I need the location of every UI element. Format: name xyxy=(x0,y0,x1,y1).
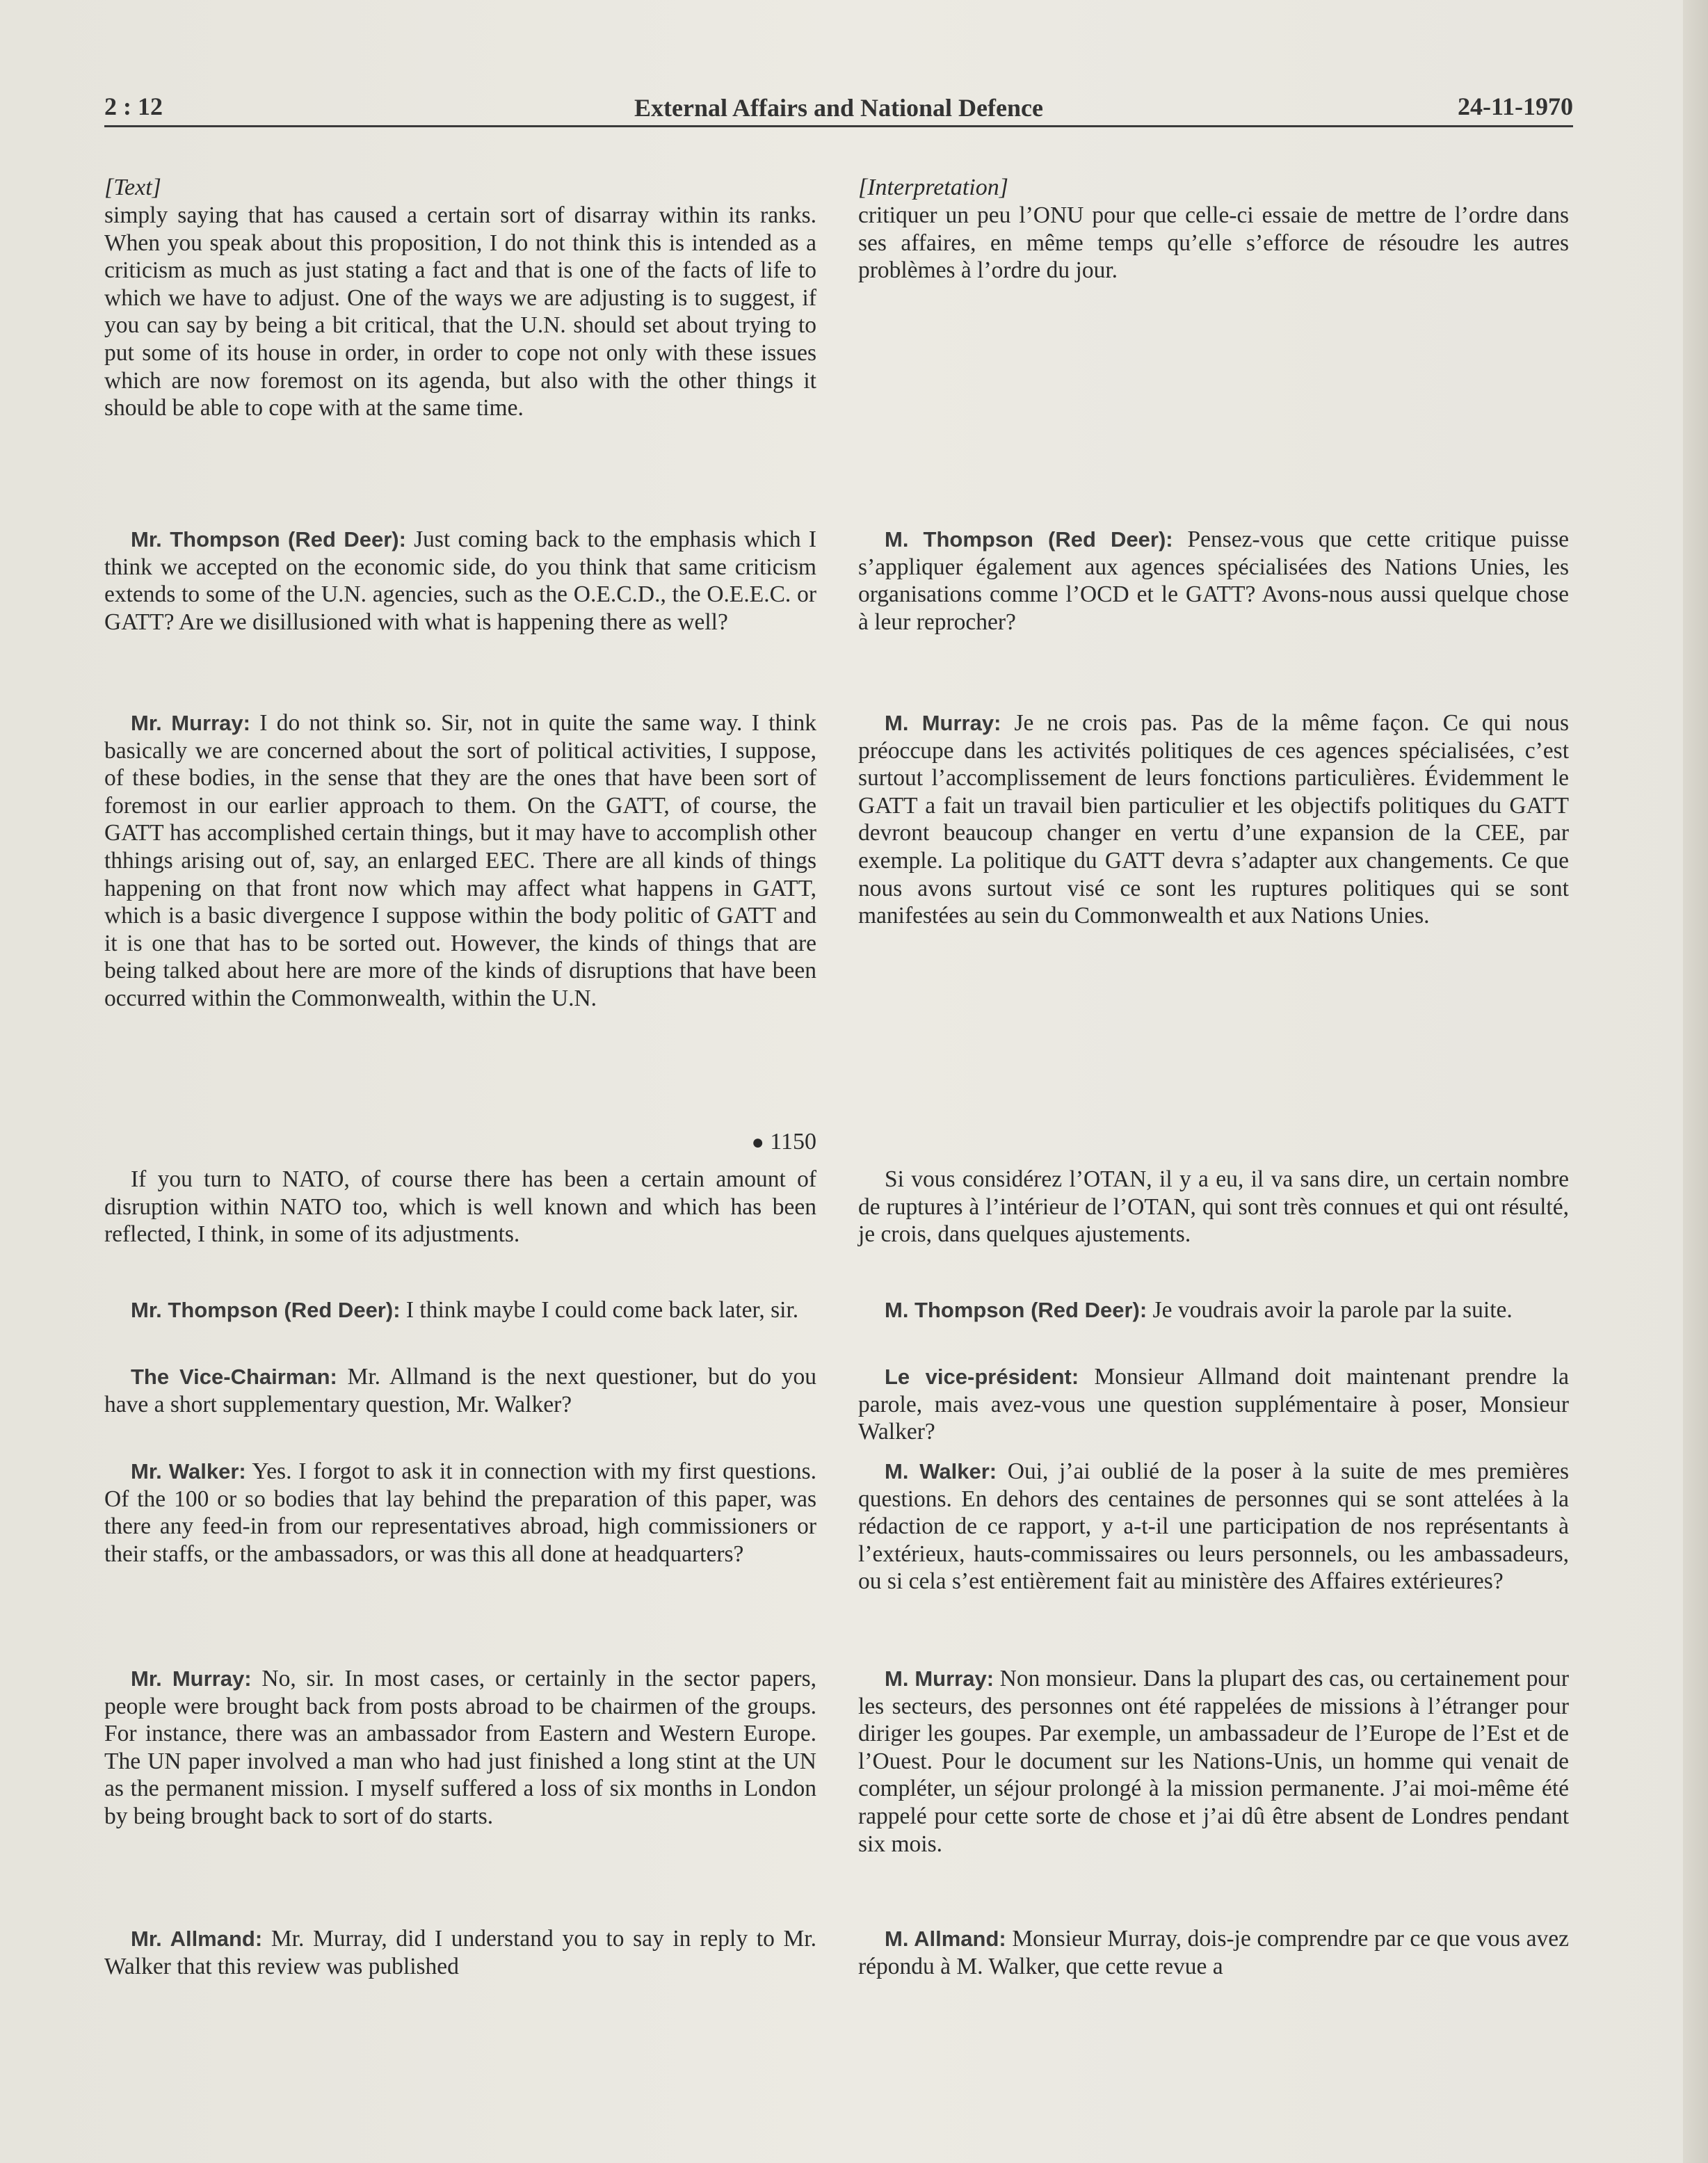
speaker-name: M. Walker: xyxy=(885,1459,997,1483)
speaker-name: M. Murray: xyxy=(885,1666,994,1691)
speech-text: I do not think so. Sir, not in quite the same way. I think basically we are concerned about the sort of political activities, I suppose, of these bodies, in the sense that they are the ones that have been sort of foremost in our earlier approach to them. On the GATT, of course, the GATT has accomplished certain things, but it may have to accomplish other thhings arising out of, say, an enlarged EEC. There are all kinds of things happening on that front now which may affect what happens in GATT, which is a basic divergence I suppose within the body politic of GATT and it is one that has to be sorted out. However, the kinds of things that are being talked about here are more of the kinds of disruptions that have been occurred within the Commonwealth, within the U.N. xyxy=(104,710,816,1011)
paragraph xyxy=(858,1363,1569,1446)
speaker-name: Mr. Murray: xyxy=(131,1666,252,1691)
paragraph xyxy=(104,709,816,1013)
speaker-name: M. Allmand: xyxy=(885,1927,1006,1951)
paragraph xyxy=(104,1296,816,1324)
bullet-icon: ● xyxy=(751,1131,764,1154)
page-marker xyxy=(104,1128,816,1157)
speaker-name: Le vice-président: xyxy=(885,1365,1079,1389)
paragraph xyxy=(104,526,816,636)
paragraph xyxy=(104,1363,816,1418)
speaker-name: Mr. Walker: xyxy=(131,1459,246,1483)
speech-text: Je voudrais avoir la parole par la suite. xyxy=(1147,1297,1513,1323)
speaker-name: The Vice-Chairman: xyxy=(131,1365,337,1389)
paragraph xyxy=(104,1925,816,1980)
page-reference: 2 : 12 xyxy=(104,93,163,120)
speech-text: Pensez-vous que cette critique puisse s’appliquer également aux agences spécialisées des Nations Unies, les organisations comme l’OCD et le GATT? Avons-nous aussi quelque chose à leur reprocher? xyxy=(858,526,1570,635)
paragraph xyxy=(858,1665,1569,1858)
paragraph xyxy=(104,1458,816,1568)
paragraph xyxy=(858,709,1569,930)
paragraph: Si vous considérez l’OTAN, il y a eu, il va sans dire, un certain nombre de ruptures à l’intérieur de l’OTAN, qui sont très connues et qui ont résulté, je crois, dans quelques ajustements. xyxy=(858,1166,1569,1248)
speaker-name: M. Thompson (Red Deer): xyxy=(885,527,1173,552)
interpretation-label: [Interpretation] xyxy=(858,175,1008,200)
speaker-name: M. Murray: xyxy=(885,711,1001,735)
paragraph: If you turn to NATO, of course there has been a certain amount of disruption within NATO too, which is well known and which has been reflected, I think, in some of its adjustments. xyxy=(104,1166,816,1248)
speech-text: Je ne crois pas. Pas de la même façon. Ce qui nous préoccupe dans les activités politiques de ces agences spécialisées, c’est surtout l’accomplissement de leurs fonctions particulières. Évidemment le GATT a fait un travail bien particulier et les objectifs politiques du GATT devront beaucoup changer en vertu d’une expansion de la CEE, par exemple. La politique du GATT devra s’adapter aux changements. Ce que nous avons surtout visé ce sont les ruptures politiques qui se sont manifestées au sein du Commonwealth et aux Nations Unies. xyxy=(858,710,1569,929)
speaker-name: Mr. Thompson (Red Deer): xyxy=(131,527,406,552)
speech-text: Mr. Allmand is the next questioner, but do you have a short supplementary question, Mr. Walker? xyxy=(104,1364,817,1417)
speech-text: Oui, j’ai oublié de la poser à la suite de mes premières questions. En dehors des centaines de personnes qui se sont attelées à la rédaction de ce rapport, y a-t-il une participation de nos représentants à l’extérieux, hauts-commissaires ou leurs personnels, ou les ambassadeurs, ou si cela s’est entièrement fait au ministère des Affaires extérieures? xyxy=(858,1458,1569,1595)
paragraph xyxy=(104,1665,816,1831)
paragraph: simply saying that has caused a certain sort of disarray within its ranks. When you speak about this proposition, I do not think this is intended as a criticism as much as just stating a fact and that is one of the facts of life to which we have to adjust. One of the ways we are adjusting is to suggest, if you can say by being a bit critical, that the U.N. should set about trying to put some of its house in order, in order to cope not only with these issues which are now foremost on its agenda, but also with the other things it should be able to cope with at the same time. xyxy=(104,202,816,421)
paragraph xyxy=(858,1925,1569,1980)
running-header xyxy=(104,89,1573,127)
header-title: External Affairs and National Defence xyxy=(634,94,1043,122)
speech-text: Non monsieur. Dans la plupart des cas, ou certainement pour les secteurs, des personnes ont été rappelées de missions à l’étranger pour diriger les goupes. Par exemple, un ambassadeur de l’Europe de l’Est et de l’Ouest. Pour le document sur les Nations-Unis, un homme qui venait de compléter, un séjour prolongé à la mission permanente. J’ai moi-même été rappelé pour cette sorte de chose et j’ai dû être absent de Londres pendant six mois. xyxy=(858,1666,1569,1857)
speech-text: Mr. Murray, did I understand you to say in reply to Mr. Walker that this review was published xyxy=(104,1926,816,1979)
paragraph xyxy=(858,1296,1569,1324)
text-label: [Text] xyxy=(104,175,161,200)
page-edge xyxy=(1683,0,1708,2163)
speech-text: Monsieur Murray, dois-je comprendre par ce que vous avez répondu à M. Walker, que cette revue a xyxy=(858,1926,1569,1979)
marker-number: 1150 xyxy=(764,1129,816,1155)
speaker-name: Mr. Murray: xyxy=(131,711,250,735)
paragraph xyxy=(858,1458,1569,1595)
paragraph: critiquer un peu l’ONU pour que celle-ci essaie de mettre de l’ordre dans ses affaires, en même temps qu’elle s’efforce de résoudre les autres problèmes à l’ordre du jour. xyxy=(858,202,1569,284)
speaker-name: M. Thompson (Red Deer): xyxy=(885,1298,1147,1322)
speech-text: No, sir. In most cases, or certainly in the sector papers, people were brought back from posts abroad to be chairmen of the groups. For instance, there was an ambassador from Eastern and Western Europe. The UN paper involved a man who had just finished a long stint at the UN as the permanent mission. I myself suffered a loss of six months in London by being brought back to sort of do starts. xyxy=(104,1666,816,1829)
speech-text: Just coming back to the emphasis which I think we accepted on the economic side, do you think that same criticism extends to some of the U.N. agencies, such as the O.E.C.D., the O.E.E.C. or GATT? Are we disillusioned with what is happening there as well? xyxy=(104,526,816,635)
speech-text: Yes. I forgot to ask it in connection with my first questions. Of the 100 or so bodies that lay behind the preparation of this paper, was there any feed-in from our representatives abroad, high commissioners or their staffs, or the ambassadors, or was this all done at headquarters? xyxy=(104,1458,817,1567)
speech-text: Monsieur Allmand doit maintenant prendre la parole, mais avez-vous une question supplémentaire à poser, Monsieur Walker? xyxy=(858,1364,1570,1445)
speech-text: I think maybe I could come back later, sir. xyxy=(400,1297,799,1323)
speaker-name: Mr. Allmand: xyxy=(131,1927,263,1951)
speaker-name: Mr. Thompson (Red Deer): xyxy=(131,1298,401,1322)
header-date: 24-11-1970 xyxy=(1458,93,1573,120)
paragraph xyxy=(858,526,1569,636)
